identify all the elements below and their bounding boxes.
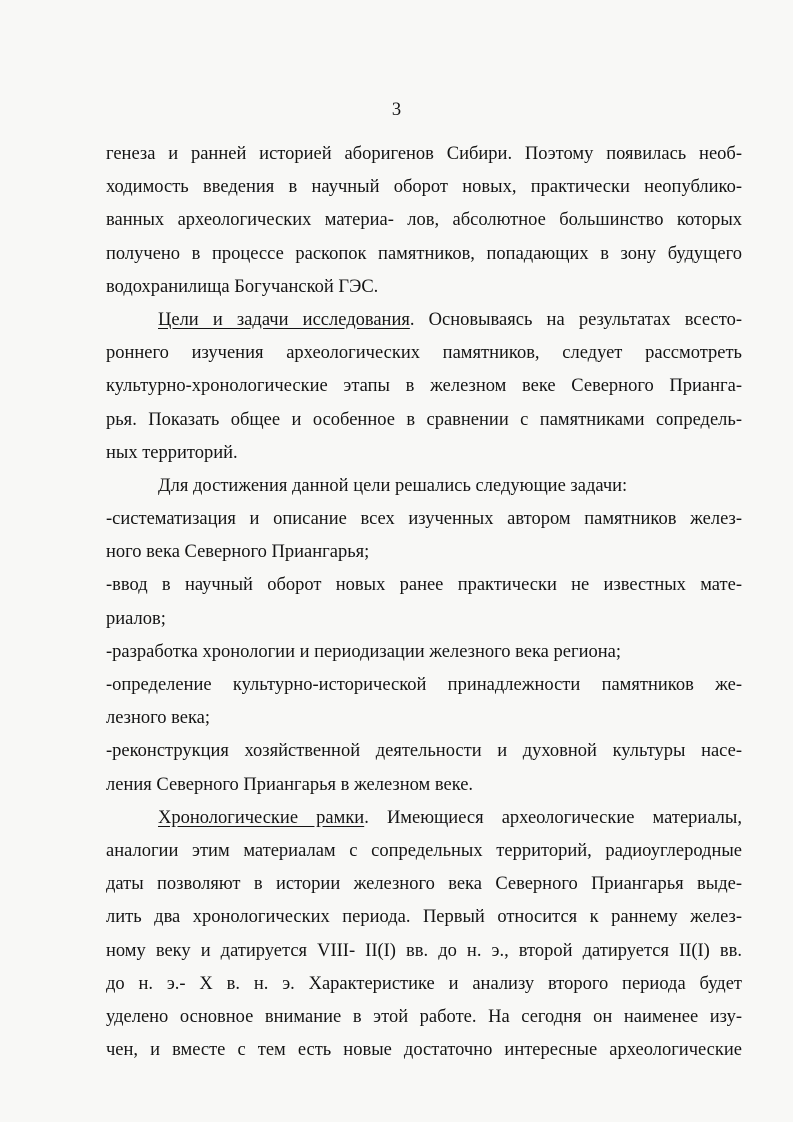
text-line: Для достижения данной цели решались следующие задачи: — [158, 475, 628, 496]
text-line: уделено основное внимание в этой работе. На сегодня он наименее изу- — [106, 1006, 742, 1027]
text-line: культурно-хронологические этапы в железном веке Северного Приангa- — [106, 376, 742, 397]
list-item: -разработка хронологии и периодизации железного века региона; — [106, 641, 621, 662]
text-line: роннего изучения археологических памятников, следует рассмотреть — [106, 343, 742, 364]
text-line: чен, и вместе с тем есть новые достаточно интересные археологические — [106, 1040, 742, 1061]
text-line: даты позволяют в истории железного века Северного Приангарья выде- — [106, 874, 742, 895]
text-line: рья. Показать общее и особенное в сравнении с памятниками сопредель- — [106, 409, 742, 430]
text-line: получено в процессе раскопок памятников, попадающих в зону будущего — [106, 243, 742, 264]
text-line: водохранилища Богучанской ГЭС. — [106, 276, 379, 297]
text-line: лить два хронологических периода. Первый относится к раннему желез- — [106, 907, 742, 928]
text-line: ного века Северного Приангарья; — [106, 542, 370, 563]
document-body — [106, 138, 742, 1067]
text-line: аналогии этим материалам с сопредельных территорий, радиоуглеродные — [106, 840, 742, 861]
text-line: ных территорий. — [106, 442, 238, 463]
section-chronology-line — [106, 802, 742, 835]
text-line: лезного века; — [106, 708, 211, 729]
text-line: до н. э.- Х в. н. э. Характеристике и анализу второго периода будет — [106, 973, 742, 994]
text-line: ления Северного Приангарья в железном веке. — [106, 774, 474, 795]
section-chronology-text: . Имеющиеся археологические материалы, — [364, 807, 742, 828]
section-chronology-heading: Хронологические рамки — [158, 807, 365, 828]
list-item: -систематизация и описание всех изученных автором памятников желез- — [106, 509, 742, 530]
text-line: ному веку и датируется VIII- II(I) вв. до н. э., второй датируется II(I) вв. — [106, 940, 742, 961]
text-line: генеза и ранней историей аборигенов Сибири. Поэтому появилась необ- — [106, 144, 742, 164]
list-item: -ввод в научный оборот новых ранее практически не известных мате- — [106, 575, 742, 596]
text-line: ходимость введения в научный оборот новых, практически неопублико- — [106, 177, 742, 198]
section-goals-heading: Цели и задачи исследования — [158, 309, 410, 330]
text-line: риалов; — [106, 608, 166, 629]
page-number: 3 — [391, 100, 402, 120]
section-goals-line — [106, 304, 742, 337]
list-item: -определение культурно-исторической принадлежности памятников же- — [106, 675, 742, 695]
text-line: ванных археологических материа- лов, абсолютное большинство которых — [106, 210, 742, 231]
list-item: -реконструкция хозяйственной деятельности и духовной культуры насе- — [106, 741, 742, 762]
section-goals-text: . Основываясь на результатах всесто- — [409, 309, 742, 330]
